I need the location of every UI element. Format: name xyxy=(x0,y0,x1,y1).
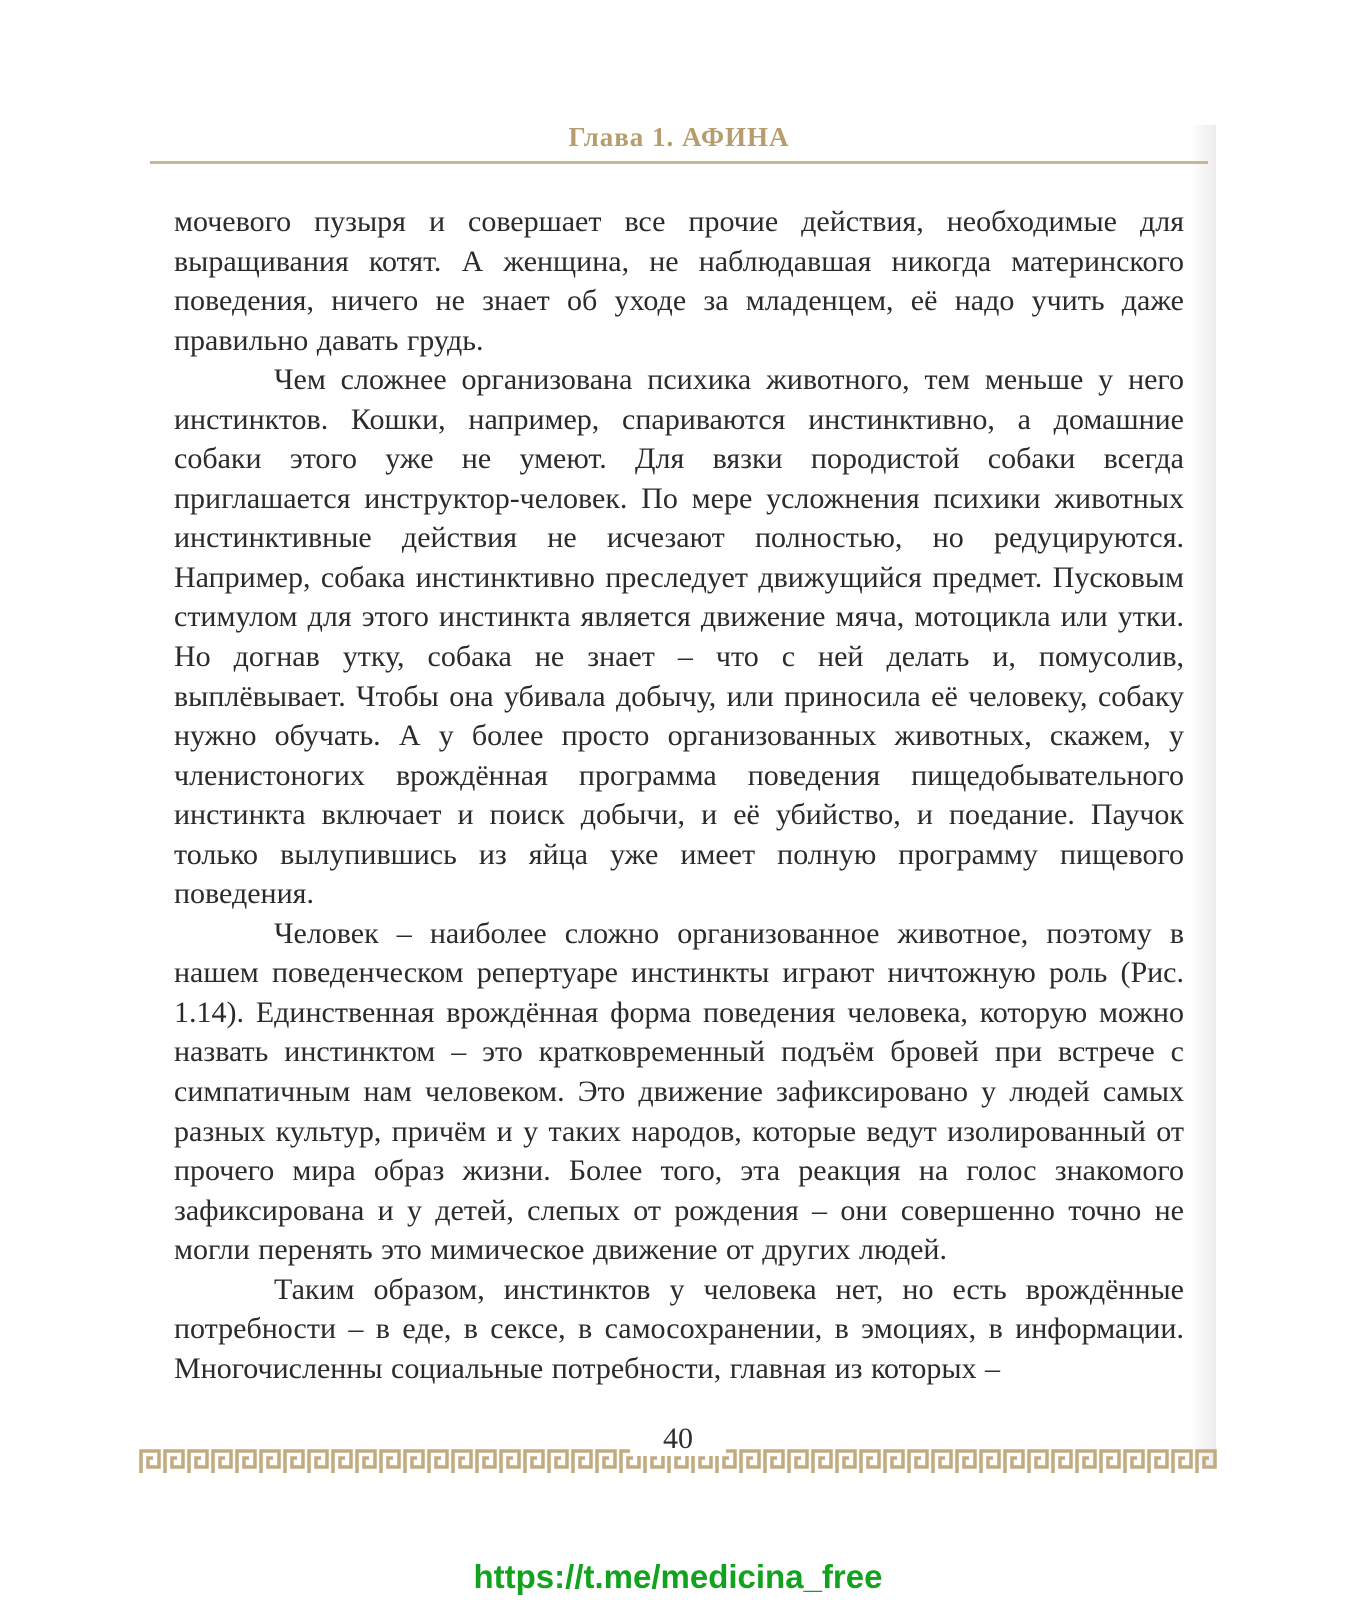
paragraph: Чем сложнее организована психика животного, тем меньше у него инстинктов. Кошки, например, спариваются инстинктивно, а домашние собаки этого уже не умеют. Для вязки породистой собаки всегда приглашается инструктор-человек. По мере усложнения психики животных инстинктивные действия не исчезают полностью, но редуцируются. Например, собака инстинктивно преследует движущийся предмет. Пусковым стимулом для этого инстинкта является движение мяча, мотоцикла или утки. Но догнав утку, собака не знает – что с ней делать и, помусолив, выплёвывает. Чтобы она убивала добычу, или приносила её человеку, собаку нужно обучать. А у более просто организованных животных, скажем, у членистоногих врождённая программа поведения пищедобывательного инстинкта включает и поиск добычи, и её убийство, и поедание. Паучок только вылупившись из яйца уже имеет полную программу пищевого поведения. xyxy=(174,363,1184,911)
chapter-running-header: Глава 1. АФИНА xyxy=(568,122,790,152)
paragraph: Таким образом, инстинктов у человека нет, но есть врождённые потребности – в еде, в сексе, в самосохранении, в эмоциях, в информации. Многочисленны социальные потребности, главная из которых – xyxy=(174,1272,1184,1385)
page-body-text xyxy=(174,202,1184,1388)
telegram-link[interactable]: https://t.me/medicina_free xyxy=(473,1558,883,1595)
page-number: 40 xyxy=(630,1422,726,1456)
paragraph: Человек – наиболее сложно организованное животное, поэтому в нашем поведенческом репертуаре инстинкты играют ничтожную роль (Рис. 1.14). Единственная врождённая форма поведения человека, которую можно назвать инстинктом – это кратковременный подъём бровей при встрече с симпатичным нам человеком. Это движение зафиксировано у людей самых разных культур, причём и у таких народов, которые ведут изолированный от прочего мира образ жизни. Более того, эта реакция на голос знакомого зафиксирована и у детей, слепых от рождения – они совершенно точно не могли перенять это мимическое движение от других людей. xyxy=(174,916,1184,1267)
page-edge-shadow xyxy=(1190,125,1216,1465)
header-divider xyxy=(150,161,1208,164)
paragraph-continued: мочевого пузыря и совершает все прочие действия, необходимые для выращивания котят. А женщина, не наблюдавшая никогда материнского поведения, ничего не знает об уходе за младенцем, её надо учить даже правильно давать грудь. xyxy=(174,205,1184,357)
